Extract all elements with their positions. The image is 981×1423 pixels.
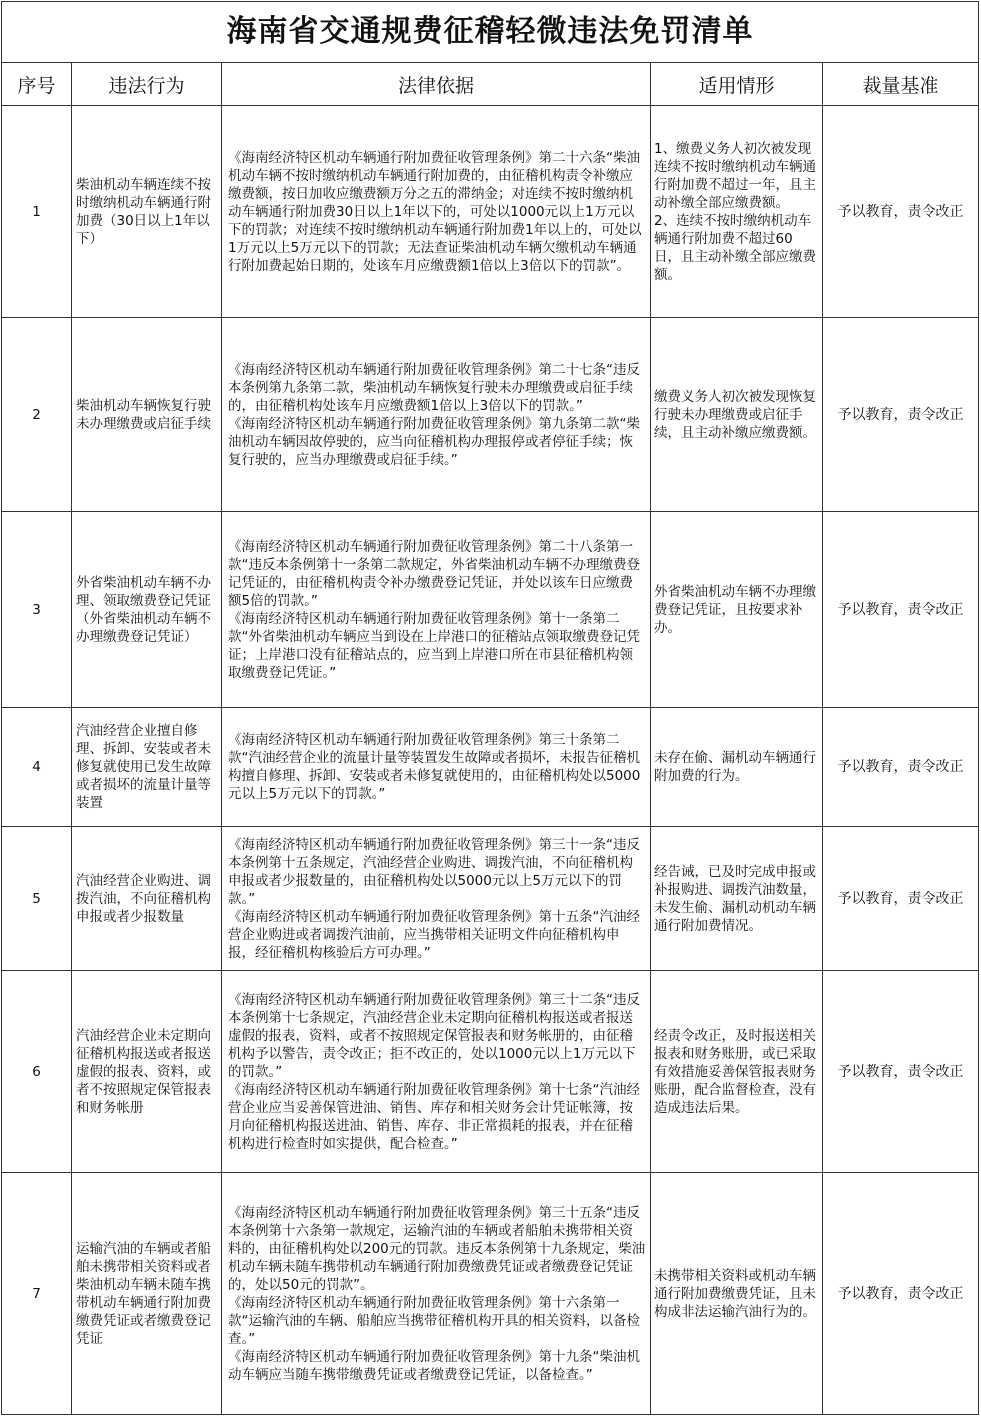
row-situation: 1、缴费义务人初次被发现连续不按时缴纳机动车辆通行附加费不超过一年，且主动补缴全部应缴费额。 2、连续不按时缴纳机动车辆通行附加费不超过60日，且主动补缴全部应缴费额。 bbox=[651, 106, 823, 318]
row-situation: 经责令改正，及时报送相关报表和财务账册，或已采取有效措施妥善保管报表财务账册，配合监督检查，没有造成违法后果。 bbox=[651, 971, 823, 1173]
row-basis: 《海南经济特区机动车辆通行附加费征收管理条例》第二十八条第一款“违反本条例第十一条第二款规定，外省柴油机动车辆不办理缴费登记凭证的，由征稽机构责令补办缴费登记凭证，并处以该车日应缴费额5倍的罚款。” 《海南经济特区机动车辆通行附加费征收管理条例》第十一条第二款“外省柴油机动车辆应当到设在上岸港口的征稽站点领取缴费登记凭证；上岸港口没有征稽站点的，应当到上岸港口所在市县征稽机构领取缴费登记凭证。” bbox=[222, 512, 651, 708]
table-row bbox=[2, 106, 979, 318]
row-act: 外省柴油机动车辆不办理、领取缴费登记凭证（外省柴油机动车辆不办理缴费登记凭证） bbox=[72, 512, 222, 708]
header-situation: 适用情形 bbox=[651, 63, 823, 106]
page-title: 海南省交通规费征稽轻微违法免罚清单 bbox=[2, 2, 979, 63]
row-situation: 缴费义务人初次被发现恢复行驶未办理缴费或启征手续，且主动补缴应缴费额。 bbox=[651, 318, 823, 512]
row-standard: 予以教育，责令改正 bbox=[823, 971, 979, 1173]
row-no: 5 bbox=[2, 827, 72, 971]
row-situation: 外省柴油机动车辆不办理缴费登记凭证，且按要求补办。 bbox=[651, 512, 823, 708]
row-act: 柴油机动车辆恢复行驶未办理缴费或启征手续 bbox=[72, 318, 222, 512]
row-no: 7 bbox=[2, 1173, 72, 1415]
row-no: 4 bbox=[2, 708, 72, 827]
header-standard: 裁量基准 bbox=[823, 63, 979, 106]
header-row bbox=[2, 63, 979, 106]
table-row bbox=[2, 512, 979, 708]
penalty-exemption-table bbox=[1, 1, 979, 1415]
row-no: 3 bbox=[2, 512, 72, 708]
table-row bbox=[2, 1173, 979, 1415]
row-no: 1 bbox=[2, 106, 72, 318]
row-basis: 《海南经济特区机动车辆通行附加费征收管理条例》第三十条第二款“汽油经营企业的流量计量等装置发生故障或者损坏，未报告征稽机构擅自修理、拆卸、安装或者未修复就使用的，由征稽机构处以5000元以上5万元以下的罚款。” bbox=[222, 708, 651, 827]
row-act: 柴油机动车辆连续不按时缴纳机动车辆通行附加费（30日以上1年以下） bbox=[72, 106, 222, 318]
header-basis: 法律依据 bbox=[222, 63, 651, 106]
row-no: 2 bbox=[2, 318, 72, 512]
row-basis: 《海南经济特区机动车辆通行附加费征收管理条例》第二十六条“柴油机动车辆不按时缴纳机动车辆通行附加费的，由征稽机构责令补缴应缴费额，按日加收应缴费额万分之五的滞纳金；对连续不按时缴纳机动车辆通行附加费30日以上1年以下的，可处以1000元以上1万元以下的罚款；对连续不按时缴纳机动车辆通行附加费1年以上的，可处以1万元以上5万元以下的罚款；无法查证柴油机动车辆欠缴机动车辆通行附加费起始日期的，处该车月应缴费额1倍以上3倍以下的罚款”。 bbox=[222, 106, 651, 318]
table-row bbox=[2, 827, 979, 971]
row-situation: 未携带相关资料或机动车辆通行附加费缴费凭证，且未构成非法运输汽油行为的。 bbox=[651, 1173, 823, 1415]
row-situation: 未存在偷、漏机动车辆通行附加费的行为。 bbox=[651, 708, 823, 827]
row-standard: 予以教育，责令改正 bbox=[823, 512, 979, 708]
row-basis: 《海南经济特区机动车辆通行附加费征收管理条例》第三十二条“违反本条例第十七条规定，汽油经营企业未定期向征稽机构报送或者报送虚假的报表，资料，或者不按照规定保管报表和财务帐册的，由征稽机构予以警告，责令改正；拒不改正的，处以1000元以上1万元以下的罚款。” 《海南经济特区机动车辆通行附加费征收管理条例》第十七条“汽油经营企业应当妥善保管进油、销售、库存和相关财务会计凭证帐簿，按月向征稽机构报送进油、销售、库存、非正常损耗的报表，并在征稽机构进行检查时如实提供，配合检查。” bbox=[222, 971, 651, 1173]
header-no: 序号 bbox=[2, 63, 72, 106]
header-act: 违法行为 bbox=[72, 63, 222, 106]
table-row bbox=[2, 708, 979, 827]
row-act: 汽油经营企业购进、调拨汽油，不向征稽机构申报或者少报数量 bbox=[72, 827, 222, 971]
row-standard: 予以教育，责令改正 bbox=[823, 827, 979, 971]
row-act: 汽油经营企业未定期向征稽机构报送或者报送虚假的报表、资料，或者不按照规定保管报表和财务帐册 bbox=[72, 971, 222, 1173]
row-standard: 予以教育，责令改正 bbox=[823, 106, 979, 318]
row-act: 汽油经营企业擅自修理、拆卸、安装或者未修复就使用已发生故障或者损坏的流量计量等装置 bbox=[72, 708, 222, 827]
row-act: 运输汽油的车辆或者船舶未携带相关资料或者柴油机动车辆未随车携带机动车辆通行附加费缴费凭证或者缴费登记凭证 bbox=[72, 1173, 222, 1415]
row-situation: 经告诫，已及时完成申报或补报购进、调拨汽油数量，未发生偷、漏机动机动车辆通行附加费情况。 bbox=[651, 827, 823, 971]
row-standard: 予以教育，责令改正 bbox=[823, 318, 979, 512]
row-standard: 予以教育，责令改正 bbox=[823, 708, 979, 827]
row-no: 6 bbox=[2, 971, 72, 1173]
table-row bbox=[2, 971, 979, 1173]
row-basis: 《海南经济特区机动车辆通行附加费征收管理条例》第三十五条“违反本条例第十六条第一款规定，运输汽油的车辆或者船舶未携带相关资料的，由征稽机构处以200元的罚款。违反本条例第十九条规定，柴油机动车辆未随车携带机动车辆通行附加费缴费凭证或者缴费登记凭证的，处以50元的罚款”。 《海南经济特区机动车辆通行附加费征收管理条例》第十六条第一款“运输汽油的车辆、船舶应当携带征稽机构开具的相关资料，以备检查。” 《海南经济特区机动车辆通行附加费征收管理条例》第十九条“柴油机动车辆应当随车携带缴费凭证或者缴费登记凭证，以备检查。” bbox=[222, 1173, 651, 1415]
table-row bbox=[2, 318, 979, 512]
row-basis: 《海南经济特区机动车辆通行附加费征收管理条例》第三十一条“违反本条例第十五条规定，汽油经营企业购进、调拨汽油，不向征稽机构申报或者少报数量的，由征稽机构处以5000元以上5万元以下的罚款。” 《海南经济特区机动车辆通行附加费征收管理条例》第十五条“汽油经营企业购进或者调拨汽油前，应当携带相关证明文件向征稽机构申报，经征稽机构核验后方可办理。” bbox=[222, 827, 651, 971]
row-standard: 予以教育，责令改正 bbox=[823, 1173, 979, 1415]
row-basis: 《海南经济特区机动车辆通行附加费征收管理条例》第二十七条“违反本条例第九条第二款，柴油机动车辆恢复行驶未办理缴费或启征手续的，由征稽机构处该车月应缴费额1倍以上3倍以下的罚款。” 《海南经济特区机动车辆通行附加费征收管理条例》第九条第二款“柴油机动车辆因故停驶的，应当向征稽机构办理报停或者停征手续；恢复行驶的，应当办理缴费或启征手续。” bbox=[222, 318, 651, 512]
